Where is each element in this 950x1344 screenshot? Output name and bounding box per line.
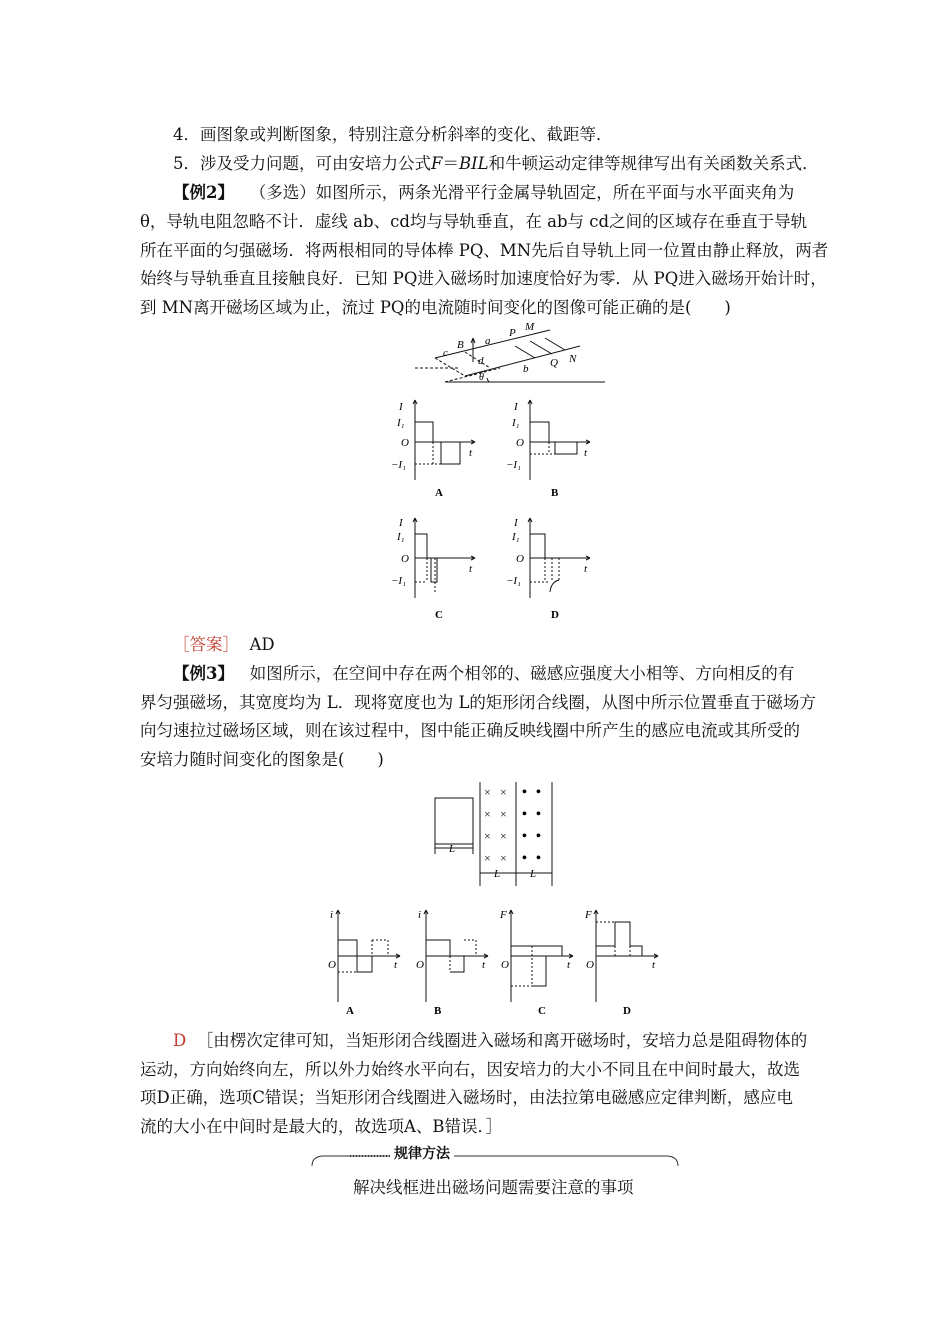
field-2-width-label: L — [530, 868, 537, 880]
text-line-2 — [173, 153, 819, 175]
graph-d-yaxis: I — [514, 517, 518, 529]
graph-c-letter: C — [435, 609, 443, 621]
dot-mark: • — [536, 785, 541, 800]
graph4-a-letter: A — [346, 1005, 354, 1017]
graph-a-top: I₁ — [397, 417, 405, 429]
formula-eq: ＝ — [442, 154, 459, 173]
fig1-label-d: d — [478, 355, 484, 367]
cross-mark: × — [484, 829, 491, 843]
fig1-label-theta: θ — [479, 372, 484, 383]
dot-mark: • — [536, 851, 541, 866]
example-2-line-2: θ，导轨电阻忽略不计．虚线 ab、cd均与导轨垂直，在 ab与 cd之间的区域存在垂直于导轨 — [140, 212, 808, 231]
formula-bil: BIL — [458, 154, 489, 173]
example-3-line-2: 界匀强磁场，其宽度均为 L．现将宽度也为 L的矩形闭合线圈，从图中所示位置垂直于磁场方 — [140, 693, 816, 712]
graph4-a-zero: O — [328, 959, 336, 971]
example-3-tag: 【例3】 — [173, 664, 234, 683]
graph-c-yaxis: I — [399, 517, 403, 529]
graph-b-xaxis: t — [584, 447, 588, 459]
graph-a-bottom: −I₁ — [391, 459, 406, 471]
fig1-label-P: P — [509, 327, 516, 339]
response-graphs-figure — [322, 906, 667, 1018]
graph-a-letter: A — [435, 487, 443, 499]
text-line-2a: 5．涉及受力问题，可由安培力公式 — [173, 154, 431, 173]
graph4-b-yaxis: i — [418, 909, 422, 921]
solution-line-4: 流的大小在中间时是最大的，故选项A、B错误．］ — [140, 1117, 503, 1136]
fig1-label-Q: Q — [550, 357, 558, 369]
inclined-rails-figure — [405, 318, 605, 390]
graph4-c-letter: C — [538, 1005, 546, 1017]
fig1-label-b: b — [523, 363, 529, 375]
fig1-label-a: a — [485, 335, 491, 347]
graph4-d-zero: O — [586, 959, 594, 971]
graph-c-xaxis: t — [469, 563, 473, 575]
graph4-c-yaxis: F — [500, 909, 507, 921]
cross-mark: × — [500, 851, 507, 865]
solution-text-1: ［由楞次定律可知，当矩形闭合线圈进入磁场和离开磁场时，安培力总是阻碍物体的 — [196, 1031, 808, 1050]
example-3-text-1: 如图所示，在空间中存在两个相邻的、磁感应强度大小相等、方向相反的有 — [249, 664, 795, 683]
example-3-line-4: 安培力随时间变化的图象是( ) — [140, 750, 384, 769]
dot-mark: • — [536, 829, 541, 844]
dot-mark: • — [522, 785, 527, 800]
example-2-tag: 【例2】 — [173, 183, 234, 202]
rule-title: 解决线框进出磁场问题需要注意的事项 — [353, 1178, 634, 1197]
graph4-d-letter: D — [623, 1005, 631, 1017]
text-line-2e: 和牛顿运动定律等规律写出有关函数关系式． — [488, 154, 819, 173]
example-2-line-5: 到 MN离开磁场区域为止，流过 PQ的电流随时间变化的图像可能正确的是( ) — [140, 298, 731, 317]
example-3-line-3: 向匀速拉过磁场区域，则在该过程中，图中能正确反映线圈中所产生的感应电流或其所受的 — [140, 721, 800, 740]
example-2-text-1: （多选）如图所示，两条光滑平行金属导轨固定，所在平面与水平面夹角为 — [249, 183, 795, 202]
dot-mark: • — [522, 851, 527, 866]
solution-line-1 — [173, 1030, 807, 1052]
cross-mark: × — [500, 785, 507, 799]
cross-mark: × — [484, 785, 491, 799]
solution-letter: D — [173, 1031, 187, 1050]
field-1-width-label: L — [494, 868, 501, 880]
answer-tag: ［答案］ — [173, 635, 239, 654]
cross-mark: × — [500, 807, 507, 821]
cross-mark: × — [484, 807, 491, 821]
solution-line-3: 项D正确，选项C错误；当矩形闭合线圈进入磁场时，由法拉第电磁感应定律判断，感应电 — [140, 1088, 793, 1107]
answer-line — [173, 634, 275, 656]
graph-b-top: I₁ — [512, 417, 520, 429]
graph-b-yaxis: I — [514, 401, 518, 413]
graph-c-bottom: −I₁ — [391, 575, 406, 587]
solution-line-2: 运动，方向始终向左，所以外力始终水平向右，因安培力的大小不同且在中间时最大，故选 — [140, 1060, 800, 1079]
rule-banner-line — [310, 1152, 680, 1168]
graph-c-zero: O — [401, 553, 409, 565]
graph4-d-yaxis: F — [585, 909, 592, 921]
graph-a-xaxis: t — [469, 447, 473, 459]
rule-label: 规律方法 — [390, 1143, 454, 1163]
coil-field-figure — [428, 778, 558, 890]
graph4-b-letter: B — [434, 1005, 442, 1017]
graph-d-letter: D — [551, 609, 559, 621]
text-line-1: 4．画图象或判断图象，特别注意分析斜率的变化、截距等． — [173, 125, 613, 144]
graph-d-xaxis: t — [584, 563, 588, 575]
fig1-label-M: M — [525, 321, 535, 333]
example-2-line-1 — [173, 182, 794, 204]
example-3-line-1 — [173, 663, 794, 685]
graph4-c-zero: O — [501, 959, 509, 971]
graph-d-bottom: −I₁ — [506, 575, 521, 587]
example-2-line-3: 所在平面的匀强磁场．将两根相同的导体棒 PQ、MN先后自导轨上同一位置由静止释放，两者 — [140, 241, 829, 260]
fig1-label-N: N — [569, 353, 577, 365]
cross-mark: × — [500, 829, 507, 843]
graph-c-top: I₁ — [397, 531, 405, 543]
dot-mark: • — [522, 829, 527, 844]
answer-value: AD — [249, 635, 275, 654]
dot-mark: • — [536, 807, 541, 822]
example-2-line-4: 始终与导轨垂直且接触良好．已知 PQ进入磁场时加速度恰好为零．从 PQ进入磁场开始计时， — [140, 269, 827, 288]
coil-width-label: L — [449, 843, 456, 855]
graph-b-letter: B — [551, 487, 559, 499]
dot-mark: • — [522, 807, 527, 822]
fig1-label-c: c — [443, 347, 448, 359]
graph-b-zero: O — [516, 437, 524, 449]
graph4-b-zero: O — [416, 959, 424, 971]
graph4-b-xaxis: t — [482, 959, 486, 971]
graph-d-top: I₁ — [512, 531, 520, 543]
graph4-a-xaxis: t — [394, 959, 398, 971]
cross-mark: × — [484, 851, 491, 865]
graph4-a-yaxis: i — [330, 909, 334, 921]
formula-f: F — [431, 154, 443, 173]
graph-a-yaxis: I — [399, 401, 403, 413]
graph-b-bottom: −I₁ — [506, 459, 521, 471]
graph-a-zero: O — [401, 437, 409, 449]
graph4-c-xaxis: t — [567, 959, 571, 971]
graph-d-zero: O — [516, 553, 524, 565]
current-graphs-figure — [365, 396, 610, 626]
graph4-d-xaxis: t — [652, 959, 656, 971]
fig1-label-B: B — [457, 339, 464, 351]
